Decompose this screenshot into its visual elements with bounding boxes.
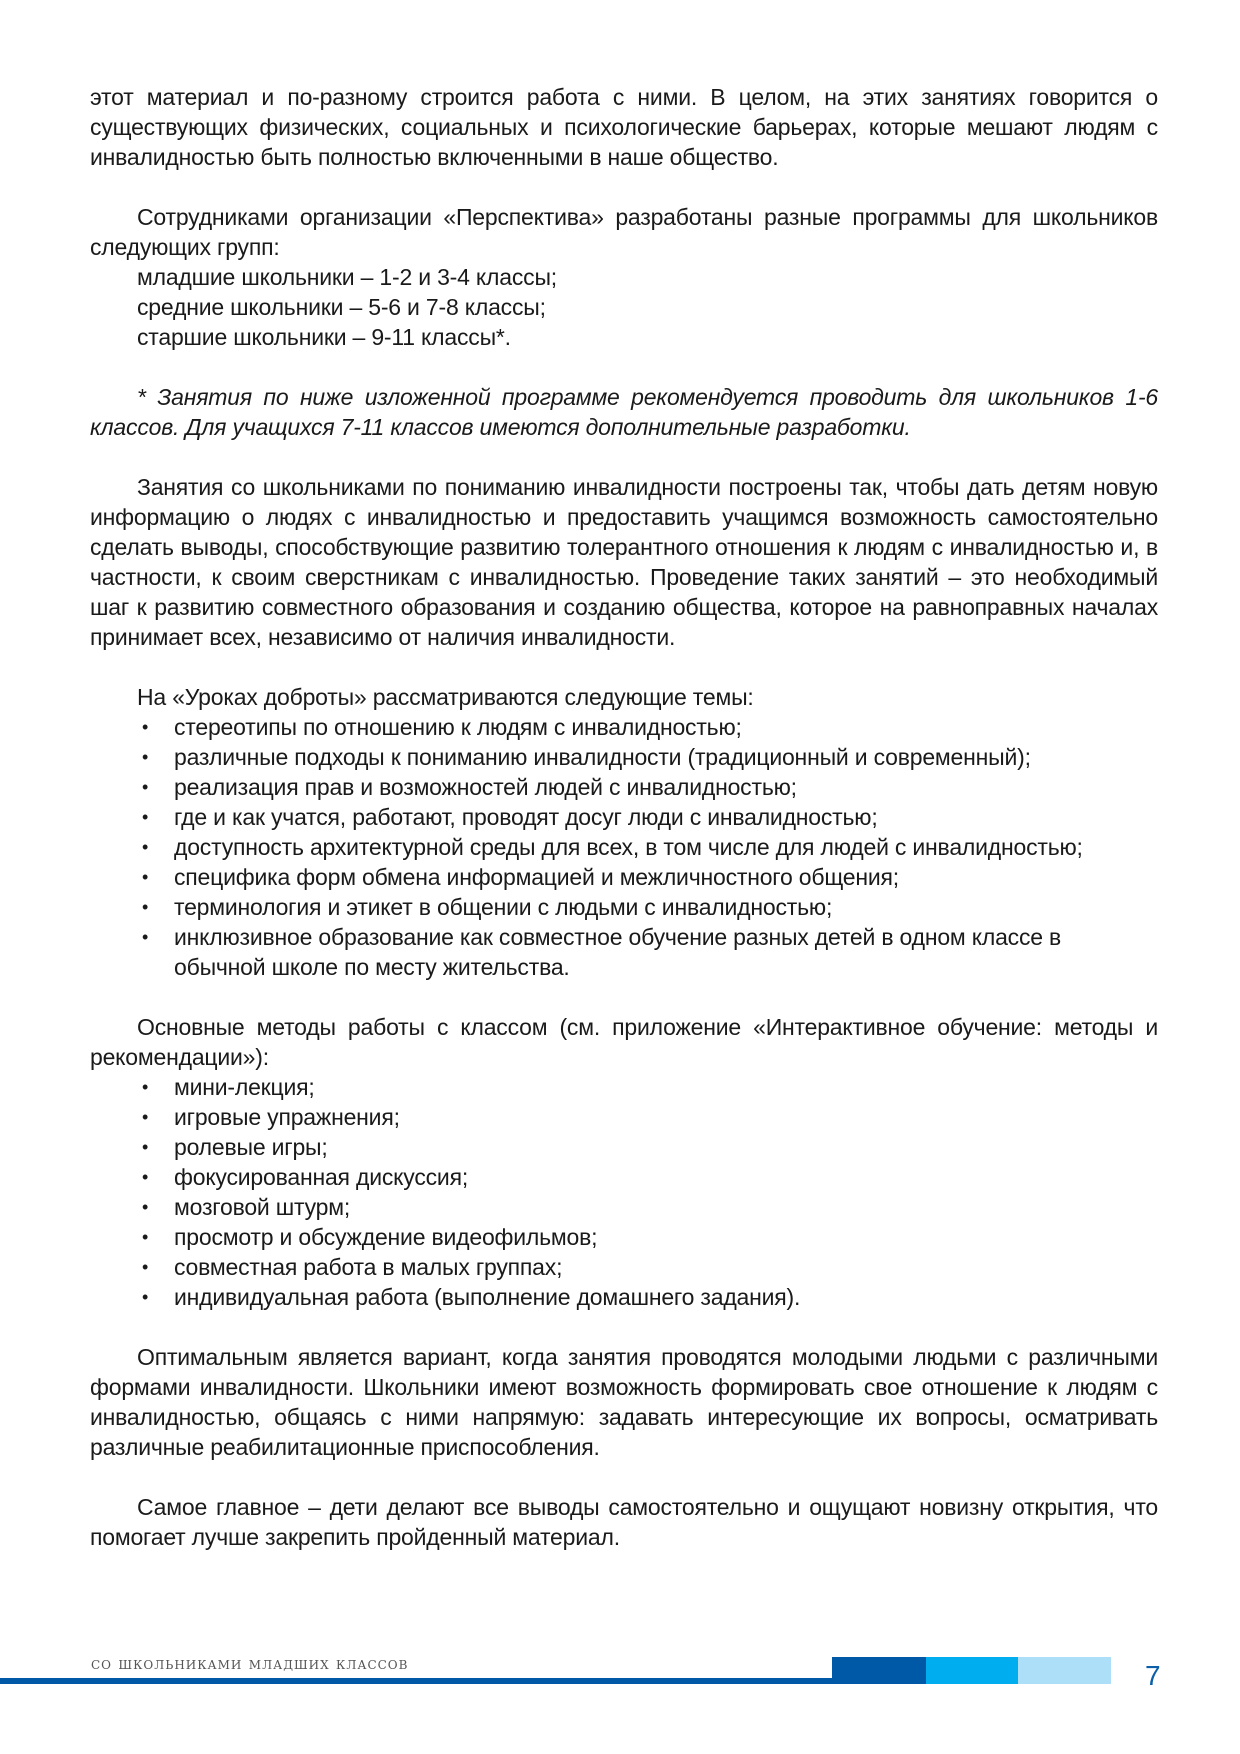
topics-intro: На «Уроках доброты» рассматриваются следующие темы: (137, 684, 754, 710)
bullet-icon: • (142, 1077, 149, 1097)
list-item: • где и как учатся, работают, проводят досуг люди с инвалидностью; (142, 804, 878, 830)
page-body (90, 82, 1158, 1552)
footer-color-block-dark (832, 1657, 926, 1684)
programs-intro: Сотрудниками организации «Перспектива» разработаны разные программы для школьников следующих групп: (90, 204, 1158, 260)
footer-color-block-cyan (926, 1657, 1018, 1684)
optimal-paragraph: Оптимальным является вариант, когда занятия проводятся молодыми людьми с различными формами инвалидности. Школьники имеют возможность формировать свое отношение к людям с инвалидностью, общаясь с ними напрямую: задавать интересующие их вопросы, осматривать различные реабилитационные приспособления. (90, 1344, 1158, 1460)
list-item: • стереотипы по отношению к людям с инвалидностью; (142, 714, 742, 740)
bullet-icon: • (142, 1227, 149, 1247)
bullet-icon: • (142, 747, 149, 767)
intro-paragraph: этот материал и по-разному строится работа с ними. В целом, на этих занятиях говорится о существующих физических, социальных и психологические барьерах, которые мешают людям с инвалидностью быть полностью включенными в наше общество. (90, 84, 1158, 170)
page-number: 7 (1145, 1660, 1161, 1691)
list-item: • мозговой штурм; (142, 1194, 351, 1220)
footer-color-block-light (1018, 1657, 1111, 1684)
bullet-icon: • (142, 807, 149, 827)
bullet-icon: • (142, 867, 149, 887)
bullet-icon: • (142, 1137, 149, 1157)
group-senior: старшие школьники – 9-11 классы*. (137, 324, 511, 350)
list-item: • доступность архитектурной среды для всех, в том числе для людей с инвалидностью; (142, 834, 1083, 860)
bullet-icon: • (142, 837, 149, 857)
list-item: • индивидуальная работа (выполнение домашнего задания). (142, 1284, 801, 1310)
lessons-paragraph: Занятия со школьниками по пониманию инвалидности построены так, чтобы дать детям новую информацию о людях с инвалидностью и предоставить учащимся возможность самостоятельно сделать выводы, способствующие развитию толерантного отношения к людям с инвалидностью и, в частности, к своим сверстникам с инвалидностью. Проведение таких занятий – это необходимый шаг к развитию совместного образования и созданию общества, которое на равноправных началах принимает всех, независимо от наличия инвалидности. (90, 474, 1158, 650)
list-item: • мини-лекция; (142, 1074, 315, 1100)
bullet-icon: • (142, 897, 149, 917)
group-middle: средние школьники – 5-6 и 7-8 классы; (137, 294, 546, 320)
list-item: • специфика форм обмена информацией и межличностного общения; (142, 864, 899, 890)
bullet-icon: • (142, 927, 149, 947)
conclusion-paragraph: Самое главное – дети делают все выводы самостоятельно и ощущают новизну открытия, что помогает лучше закрепить пройденный материал. (90, 1494, 1158, 1550)
bullet-icon: • (142, 777, 149, 797)
group-junior: младшие школьники – 1-2 и 3-4 классы; (137, 264, 557, 290)
methods-intro: Основные методы работы с классом (см. приложение «Интерактивное обучение: методы и рекомендации»): (90, 1014, 1158, 1070)
running-title: со школьниками младших классов (91, 1654, 409, 1674)
list-item: • реализация прав и возможностей людей с инвалидностью; (142, 774, 797, 800)
topics-list (90, 712, 1158, 982)
list-item: • различные подходы к пониманию инвалидности (традиционный и современный); (142, 744, 1031, 770)
list-item: • игровые упражнения; (142, 1104, 400, 1130)
bullet-icon: • (142, 1257, 149, 1277)
bullet-icon: • (142, 717, 149, 737)
list-item: • фокусированная дискуссия; (142, 1164, 469, 1190)
methods-list (90, 1072, 1158, 1312)
bullet-icon: • (142, 1107, 149, 1127)
list-item: • просмотр и обсуждение видеофильмов; (142, 1224, 598, 1250)
list-item: • инклюзивное образование как совместное обучение разных детей в одном классе в обычной школе по месту жительства. (142, 924, 1062, 980)
footer-rule (0, 1678, 834, 1684)
bullet-icon: • (142, 1197, 149, 1217)
bullet-icon: • (142, 1167, 149, 1187)
list-item: • ролевые игры; (142, 1134, 328, 1160)
list-item: • совместная работа в малых группах; (142, 1254, 563, 1280)
list-item: • терминология и этикет в общении с людьми с инвалидностью; (142, 894, 833, 920)
bullet-icon: • (142, 1287, 149, 1307)
footnote: * Занятия по ниже изложенной программе рекомендуется проводить для школьников 1-6 классов. Для учащихся 7-11 классов имеются дополнительные разработки. (90, 384, 1158, 440)
